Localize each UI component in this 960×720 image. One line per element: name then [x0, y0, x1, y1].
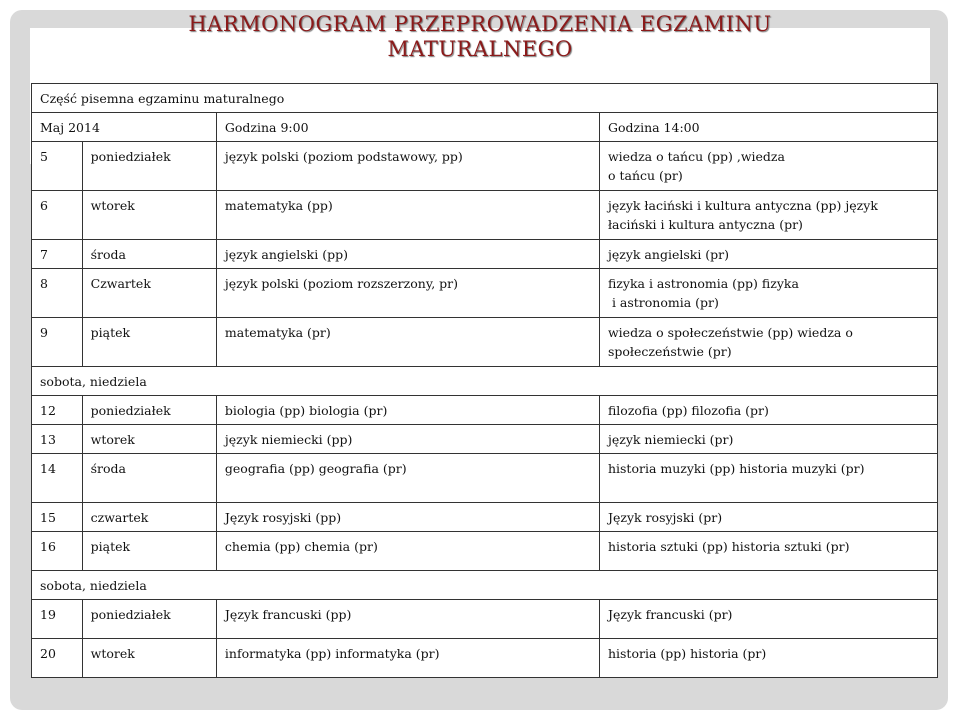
day-cell: 20 [32, 639, 83, 678]
morning-exam-cell: język polski (poziom podstawowy, pp) [216, 142, 599, 191]
section-header: Część pisemna egzaminu maturalnego [32, 84, 938, 113]
morning-exam-cell: matematyka (pp) [216, 191, 599, 240]
day-cell: 6 [32, 191, 83, 240]
day-cell: 5 [32, 142, 83, 191]
table-row [32, 454, 938, 503]
column-header-row [32, 113, 938, 142]
afternoon-exam-cell: historia (pp) historia (pr) [599, 639, 937, 678]
day-cell: 19 [32, 600, 83, 639]
page-title [40, 12, 920, 62]
table-row [32, 269, 938, 318]
weekday-cell: poniedziałek [82, 142, 216, 191]
title-line-2: MATURALNEGO [387, 37, 573, 61]
day-cell: 8 [32, 269, 83, 318]
day-cell: 14 [32, 454, 83, 503]
day-cell: 12 [32, 396, 83, 425]
morning-exam-cell: matematyka (pr) [216, 318, 599, 367]
day-cell: 13 [32, 425, 83, 454]
weekday-cell: Czwartek [82, 269, 216, 318]
weekend-label: sobota, niedziela [32, 571, 938, 600]
weekday-cell: piątek [82, 318, 216, 367]
table-row [32, 191, 938, 240]
section-header-row [32, 84, 938, 113]
day-cell: 15 [32, 503, 83, 532]
weekday-cell: poniedziałek [82, 396, 216, 425]
afternoon-exam-cell: fizyka i astronomia (pp) fizyka i astronomia (pr) [599, 269, 937, 318]
weekend-label: sobota, niedziela [32, 367, 938, 396]
weekday-cell: wtorek [82, 639, 216, 678]
table-row [32, 425, 938, 454]
morning-exam-cell: informatyka (pp) informatyka (pr) [216, 639, 599, 678]
table-row [32, 639, 938, 678]
weekday-cell: środa [82, 454, 216, 503]
table-row [32, 532, 938, 571]
morning-exam-cell: język polski (poziom rozszerzony, pr) [216, 269, 599, 318]
afternoon-exam-cell: język niemiecki (pr) [599, 425, 937, 454]
exam-schedule-table [31, 83, 938, 678]
month-header: Maj 2014 [32, 113, 217, 142]
afternoon-exam-cell: Język francuski (pr) [599, 600, 937, 639]
afternoon-exam-cell: wiedza o tańcu (pp) ,wiedza o tańcu (pr) [599, 142, 937, 191]
weekday-cell: czwartek [82, 503, 216, 532]
table-row [32, 503, 938, 532]
afternoon-exam-cell: historia muzyki (pp) historia muzyki (pr) [599, 454, 937, 503]
weekend-row [32, 367, 938, 396]
day-cell: 16 [32, 532, 83, 571]
morning-exam-cell: Język francuski (pp) [216, 600, 599, 639]
weekend-row [32, 571, 938, 600]
morning-exam-cell: język angielski (pp) [216, 240, 599, 269]
title-line-1: HARMONOGRAM PRZEPROWADZENIA EGZAMINU [188, 12, 772, 36]
table-row [32, 142, 938, 191]
afternoon-exam-cell: język łaciński i kultura antyczna (pp) język łaciński i kultura antyczna (pr) [599, 191, 937, 240]
table-row [32, 396, 938, 425]
afternoon-exam-cell: wiedza o społeczeństwie (pp) wiedza o społeczeństwie (pr) [599, 318, 937, 367]
weekday-cell: piątek [82, 532, 216, 571]
morning-exam-cell: Język rosyjski (pp) [216, 503, 599, 532]
morning-exam-cell: geografia (pp) geografia (pr) [216, 454, 599, 503]
table-row [32, 318, 938, 367]
afternoon-exam-cell: język angielski (pr) [599, 240, 937, 269]
weekday-cell: wtorek [82, 191, 216, 240]
afternoon-exam-cell: historia sztuki (pp) historia sztuki (pr) [599, 532, 937, 571]
afternoon-header: Godzina 14:00 [599, 113, 937, 142]
day-cell: 7 [32, 240, 83, 269]
morning-exam-cell: biologia (pp) biologia (pr) [216, 396, 599, 425]
day-cell: 9 [32, 318, 83, 367]
table-row [32, 600, 938, 639]
table-row [32, 240, 938, 269]
weekday-cell: poniedziałek [82, 600, 216, 639]
weekday-cell: środa [82, 240, 216, 269]
morning-header: Godzina 9:00 [216, 113, 599, 142]
weekday-cell: wtorek [82, 425, 216, 454]
afternoon-exam-cell: Język rosyjski (pr) [599, 503, 937, 532]
morning-exam-cell: chemia (pp) chemia (pr) [216, 532, 599, 571]
morning-exam-cell: język niemiecki (pp) [216, 425, 599, 454]
afternoon-exam-cell: filozofia (pp) filozofia (pr) [599, 396, 937, 425]
